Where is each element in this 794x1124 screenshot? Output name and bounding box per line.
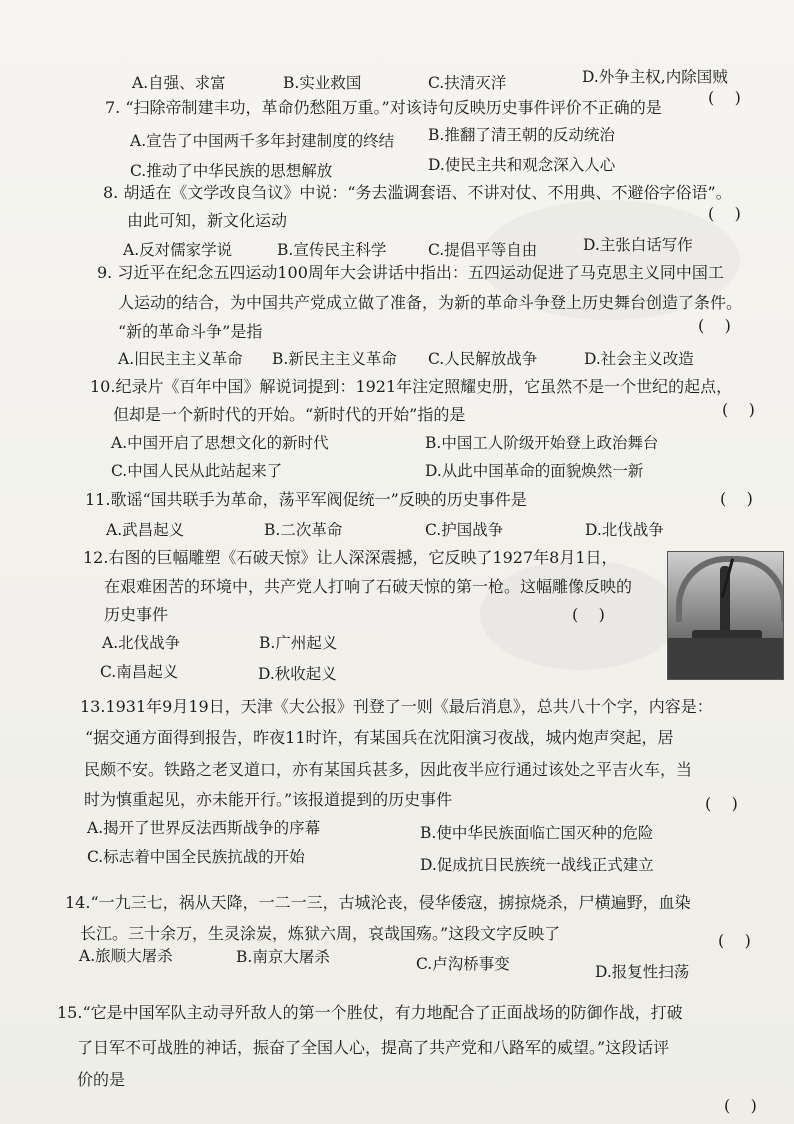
sculpture-photo-icon (667, 551, 784, 680)
q6-option-b: B.实业救国 (283, 74, 362, 92)
q11-option-b: B.二次革命 (264, 521, 343, 539)
q10-option-a: A.中国开启了思想文化的新时代 (111, 434, 329, 452)
q13-stem-line1: 13.1931年9月19日，天津《大公报》刊登了一则《最后消息》，总共八十个字，内容是： (80, 697, 713, 716)
q9-stem-line2: 人运动的结合，为中国共产党成立做了准备，为新的革命斗争登上历史舞台创造了条件。 (118, 293, 743, 312)
q11-option-c: C.护国战争 (425, 521, 504, 539)
q12-stem-line1: 12.右图的巨幅雕塑《石破天惊》让人深深震撼，它反映了1927年8月1日， (83, 548, 618, 567)
q10-option-b: B.中国工人阶级开始登上政治舞台 (425, 434, 659, 452)
q6-option-d: D.外争主权,内除国贼 (582, 68, 728, 86)
q15-stem-line2: 了日军不可战胜的神话，振奋了全国人心，提高了共产党和八路军的威望。”这段话评 (77, 1038, 670, 1057)
q10-answer-blank: ( ) (722, 400, 755, 419)
q13-option-b: B.使中华民族面临亡国灭种的危险 (420, 824, 654, 842)
q13-option-c: C.标志着中国全民族抗战的开始 (87, 848, 305, 866)
q15-stem-line3: 价的是 (77, 1070, 126, 1089)
q12-option-d: D.秋收起义 (258, 665, 337, 683)
q14-stem-line1: 14.“一九三七，祸从天降，一二一三，古城沦丧，侵华倭寇，掳掠烧杀，尸横遍野，血染 (65, 893, 691, 912)
q13-option-d: D.促成抗日民族统一战线正式建立 (420, 856, 654, 874)
q8-option-a: A.反对儒家学说 (123, 241, 233, 259)
q9-option-c: C.人民解放战争 (428, 350, 538, 368)
q12-option-b: B.广州起义 (259, 634, 338, 652)
q11-option-d: D.北伐战争 (585, 521, 664, 539)
q14-stem-line2: 长江。三十余万，生灵涂炭，炼狱六周，哀哉国殇。”这段文字反映了 (80, 924, 561, 943)
q15-answer-blank: ( ) (724, 1096, 757, 1115)
q9-option-d: D.社会主义改造 (584, 350, 694, 368)
q7-option-a: A.宣告了中国两千多年封建制度的终结 (130, 132, 395, 150)
q7-answer-blank: ( ) (708, 88, 741, 107)
q9-answer-blank: ( ) (698, 316, 731, 335)
q6-option-a: A.自强、求富 (132, 74, 226, 92)
q10-option-c: C.中国人民从此站起来了 (111, 462, 283, 480)
q13-stem-line4: 时为慎重起见，亦未能开行。”该报道提到的历史事件 (84, 790, 453, 809)
q12-option-c: C.南昌起义 (100, 663, 179, 681)
q9-option-b: B.新民主主义革命 (272, 350, 397, 368)
q14-option-a: A.旅顺大屠杀 (79, 947, 173, 965)
q8-stem-line1: 8. 胡适在《文学改良刍议》中说：“务去滥调套语、不讲对仗、不用典、不避俗字俗语”。 (103, 183, 732, 202)
q9-stem-line3: “新的革命斗争”是指 (118, 322, 263, 341)
q14-option-c: C.卢沟桥事变 (416, 955, 510, 973)
q9-stem-line1: 9. 习近平在纪念五四运动100周年大会讲话中指出：五四运动促进了马克思主义同中国工 (97, 263, 724, 282)
q8-stem-line2: 由此可知，新文化运动 (127, 211, 288, 230)
q9-option-a: A.旧民主主义革命 (118, 350, 243, 368)
q7-option-c: C.推动了中华民族的思想解放 (130, 162, 333, 180)
q12-answer-blank: ( ) (572, 605, 605, 624)
q11-answer-blank: ( ) (720, 489, 753, 508)
q12-stem-line2: 在艰难困苦的环境中，共产党人打响了石破天惊的第一枪。这幅雕像反映的 (104, 577, 633, 596)
q14-answer-blank: ( ) (718, 931, 751, 950)
q14-option-b: B.南京大屠杀 (236, 948, 330, 966)
q6-option-c: C.扶清灭洋 (428, 74, 507, 92)
q7-option-d: D.使民主共和观念深入人心 (428, 156, 616, 174)
q13-option-a: A.揭开了世界反法西斯战争的序幕 (87, 819, 321, 837)
q12-option-a: A.北伐战争 (102, 634, 181, 652)
q8-answer-blank: ( ) (708, 204, 741, 223)
q10-stem-line1: 10.纪录片《百年中国》解说词提到：1921年注定照耀史册，它虽然不是一个世纪的起点， (90, 377, 733, 396)
q10-stem-line2: 但却是一个新时代的开始。“新时代的开始”指的是 (113, 405, 466, 424)
q14-option-d: D.报复性扫荡 (595, 963, 690, 981)
q13-stem-line2: “据交通方面得到报告，昨夜11时许，有某国兵在沈阳演习夜战，城内炮声突起，居 (85, 728, 674, 747)
q13-answer-blank: ( ) (705, 794, 738, 813)
q7-stem: 7. “扫除帝制建丰功，革命仍愁阻万重。”对该诗句反映历史事件评价不正确的是 (105, 98, 662, 117)
q15-stem-line1: 15.“它是中国军队主动寻歼敌人的第一个胜仗，有力地配合了正面战场的防御作战，打破 (57, 1003, 683, 1022)
q8-option-c: C.提倡平等自由 (428, 241, 538, 259)
q8-option-d: D.主张白话写作 (583, 236, 693, 254)
q8-option-b: B.宣传民主科学 (277, 241, 387, 259)
q11-stem: 11.歌谣“国共联手为革命，荡平军阀促统一”反映的历史事件是 (85, 490, 527, 509)
q13-stem-line3: 民颇不安。铁路之老叉道口，亦有某国兵甚多，因此夜半应行通过该处之平吉火车，当 (84, 760, 693, 779)
q10-option-d: D.从此中国革命的面貌焕然一新 (425, 462, 644, 480)
q12-stem-line3: 历史事件 (104, 605, 169, 624)
q7-option-b: B.推翻了清王朝的反动统治 (428, 126, 615, 144)
q11-option-a: A.武昌起义 (106, 521, 185, 539)
